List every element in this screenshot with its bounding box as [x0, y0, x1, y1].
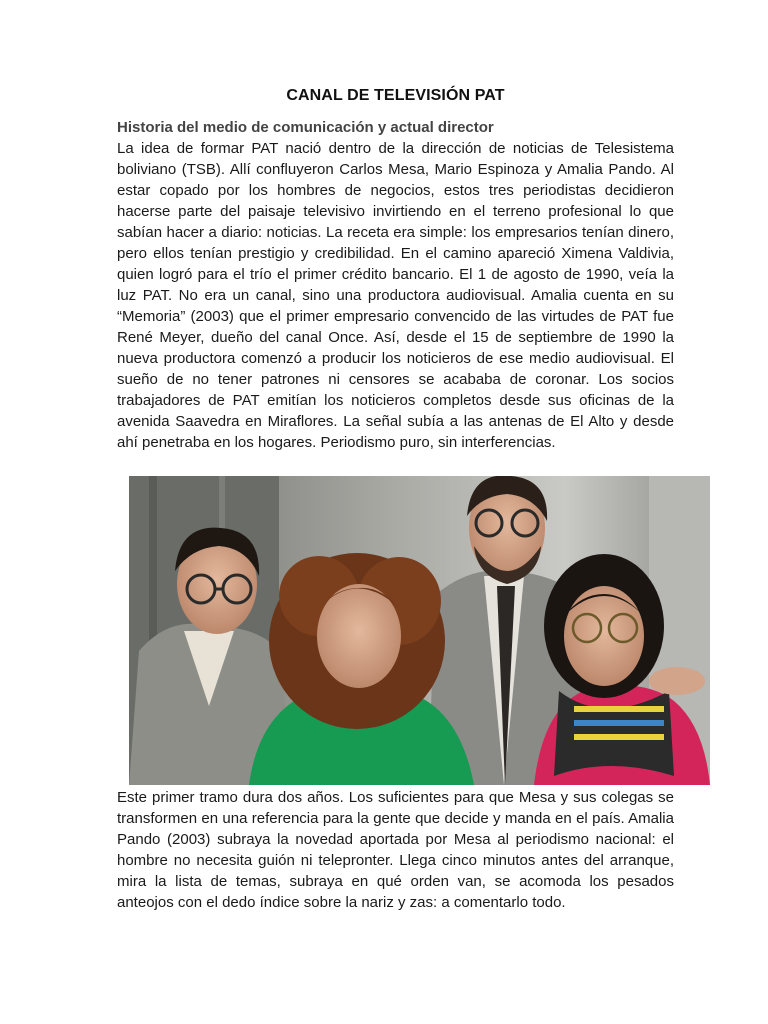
section-subtitle: Historia del medio de comunicación y actual director: [117, 119, 494, 136]
document-title: CANAL DE TELEVISIÓN PAT: [286, 87, 505, 104]
paragraph-1: La idea de formar PAT nació dentro de la dirección de noticias de Telesistema boliviano (TSB). Allí confluyeron Carlos Mesa, Mario Espinoza y Amalia Pando. Al estar copado por los hombres de negocios, estos tres periodistas decidieron hacerse parte del paisaje televisivo invirtiendo en el terreno profesional lo que sabían hacer a diario: noticias. La receta era simple: los empresarios tenían dinero, pero ellos tenían prestigio y credibilidad. En el camino apareció Ximena Valdivia, quien logró para el trío el primer crédito bancario. El 1 de agosto de 1990, veía la luz PAT. No era un canal, sino una productora audiovisual. Amalia cuenta en su “Memoria” (2003) que el primer empresario convencido de las virtudes de PAT fue René Meyer, dueño del canal Once. Así, desde el 15 de septiembre de 1990 la nueva productora comenzó a producir los noticieros de ese medio audiovisual. El sueño de no tener patrones ni censores se acababa de coronar. Los socios trabajadores de PAT emitían los noticieros completos desde sus oficinas de la avenida Saavedra en Miraflores. La señal subía a las antenas de El Alto y desde ahí penetraba en los hogares. Periodismo puro, sin interferencias.: [117, 140, 674, 451]
paragraph-2: Este primer tramo dura dos años. Los suficientes para que Mesa y sus colegas se transformen en una referencia para la gente que decide y manda en el país. Amalia Pando (2003) subraya la novedad aportada por Mesa al periodismo nacional: el hombre no necesita guión ni telepronter. Llega cinco minutos antes del arranque, mira la lista de temas, subraya en qué orden van, se acomoda los pesados anteojos con el dedo índice sobre la nariz y zas: a comentarlo todo.: [117, 789, 674, 911]
group-photo: [129, 476, 710, 785]
